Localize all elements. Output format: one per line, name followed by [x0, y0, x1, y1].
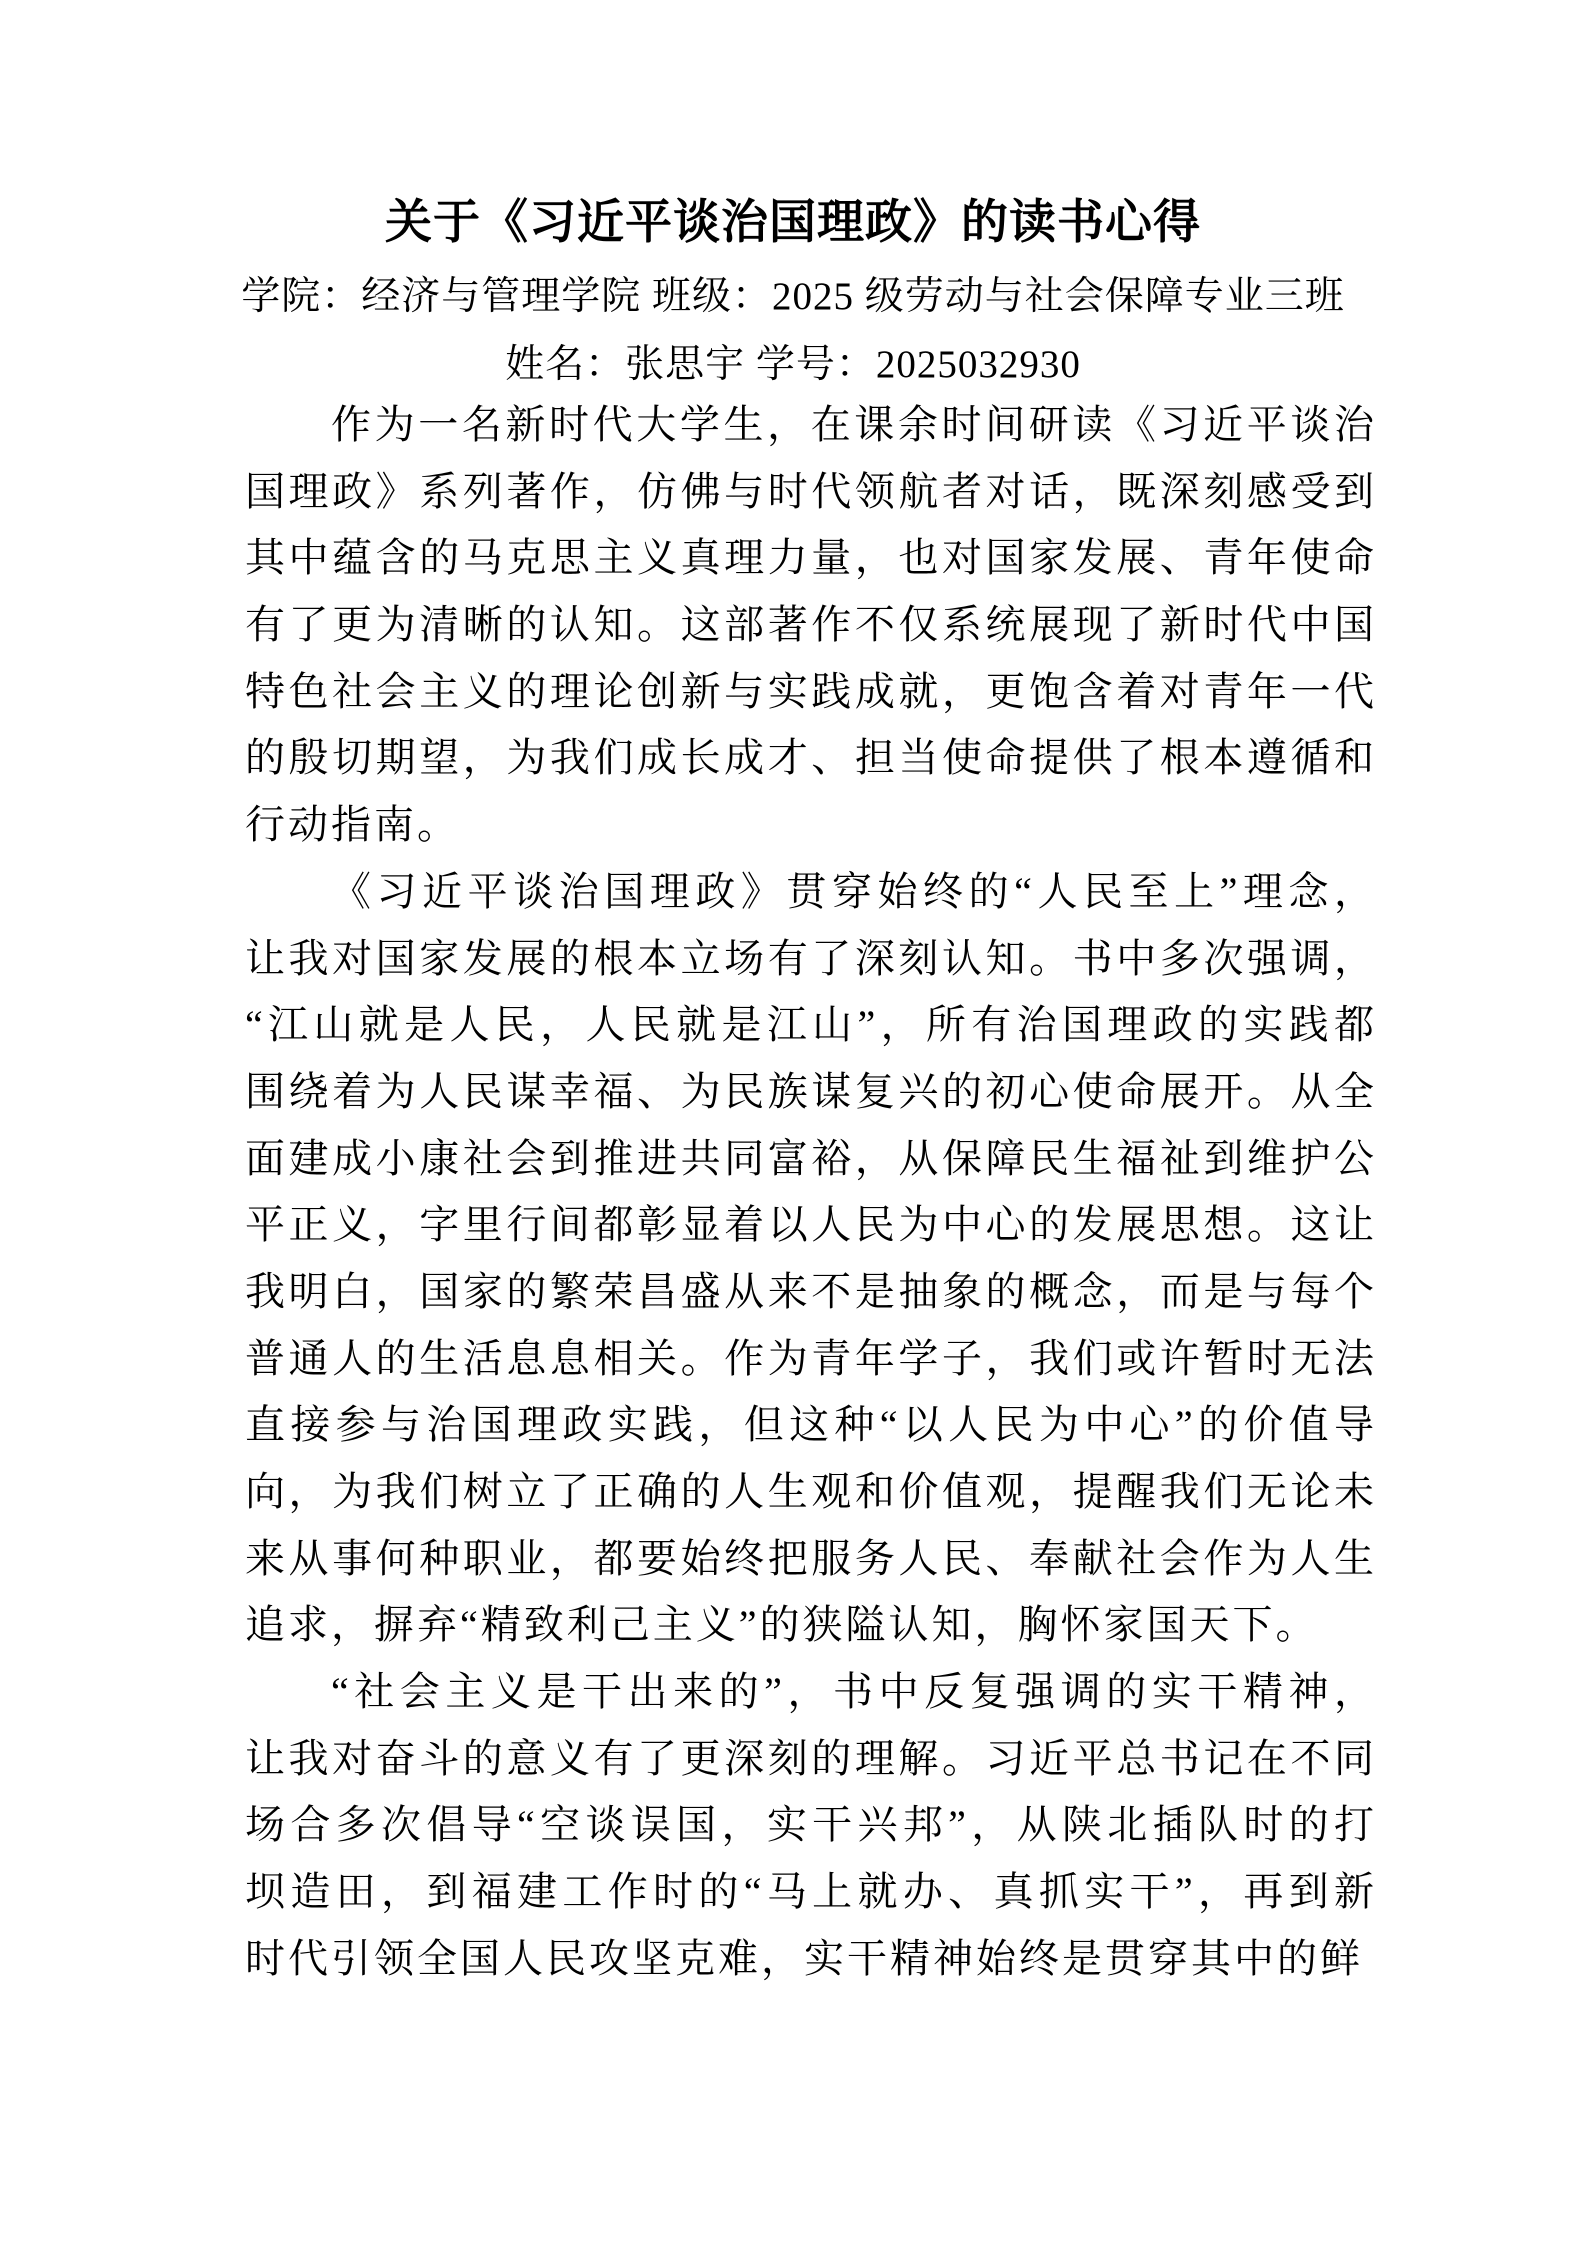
body-line: 坝造田，到福建工作时的“马上就办、真抓实干”，再到新	[245, 1869, 1377, 1915]
body-line: 让我对奋斗的意义有了更深刻的理解。习近平总书记在不同	[245, 1735, 1377, 1781]
body-line: 国理政》系列著作，仿佛与时代领航者对话，既深刻感受到	[245, 468, 1377, 514]
body-line: 普通人的生活息息相关。作为青年学子，我们或许暂时无法	[245, 1335, 1377, 1381]
body-line: 《习近平谈治国理政》贯穿始终的“人民至上”理念，	[331, 868, 1377, 914]
body-line: 来从事何种职业，都要始终把服务人民、奉献社会作为人生	[245, 1535, 1377, 1581]
body-line: 的殷切期望，为我们成长成才、担当使命提供了根本遵循和	[245, 735, 1377, 781]
body-line: 特色社会主义的理论创新与实践成就，更饱含着对青年一代	[245, 668, 1377, 714]
body-line: 向，为我们树立了正确的人生观和价值观，提醒我们无论未	[245, 1469, 1377, 1514]
body-line: 平正义，字里行间都彰显着以人民为中心的发展思想。这让	[245, 1202, 1377, 1248]
body-line: 其中蕴含的马克思主义真理力量，也对国家发展、青年使命	[245, 535, 1377, 581]
body-line: 让我对国家发展的根本立场有了深刻认知。书中多次强调，	[245, 935, 1377, 981]
body-line: 我明白，国家的繁荣昌盛从来不是抽象的概念，而是与每个	[245, 1268, 1377, 1314]
body-line: 面建成小康社会到推进共同富裕，从保障民生福祉到维护公	[245, 1135, 1377, 1181]
body-line: 行动指南。	[245, 802, 460, 848]
meta-line-name-id: 姓名：张思宇 学号：2025032930	[505, 343, 1081, 386]
body-line: 作为一名新时代大学生，在课余时间研读《习近平谈治	[331, 402, 1377, 447]
meta-line-college-class: 学院：经济与管理学院 班级：2025 级劳动与社会保障专业三班	[241, 275, 1345, 318]
body-line: “社会主义是干出来的”，书中反复强调的实干精神，	[331, 1669, 1377, 1715]
document-title: 关于《习近平谈治国理政》的读书心得	[385, 197, 1201, 249]
body-line: 有了更为清晰的认知。这部著作不仅系统展现了新时代中国	[245, 602, 1377, 648]
essay-body	[245, 392, 1377, 1993]
body-line: 围绕着为人民谋幸福、为民族谋复兴的初心使命展开。从全	[245, 1068, 1377, 1114]
body-line: 直接参与治国理政实践，但这种“以人民为中心”的价值导	[245, 1402, 1377, 1448]
body-line: 时代引领全国人民攻坚克难，实干精神始终是贯穿其中的鲜	[245, 1935, 1363, 1981]
body-line: 场合多次倡导“空谈误国，实干兴邦”，从陕北插队时的打	[245, 1802, 1377, 1848]
body-line: 追求，摒弃“精致利己主义”的狭隘认知，胸怀家国天下。	[245, 1602, 1319, 1648]
body-line: “江山就是人民，人民就是江山”，所有治国理政的实践都	[245, 1002, 1377, 1048]
